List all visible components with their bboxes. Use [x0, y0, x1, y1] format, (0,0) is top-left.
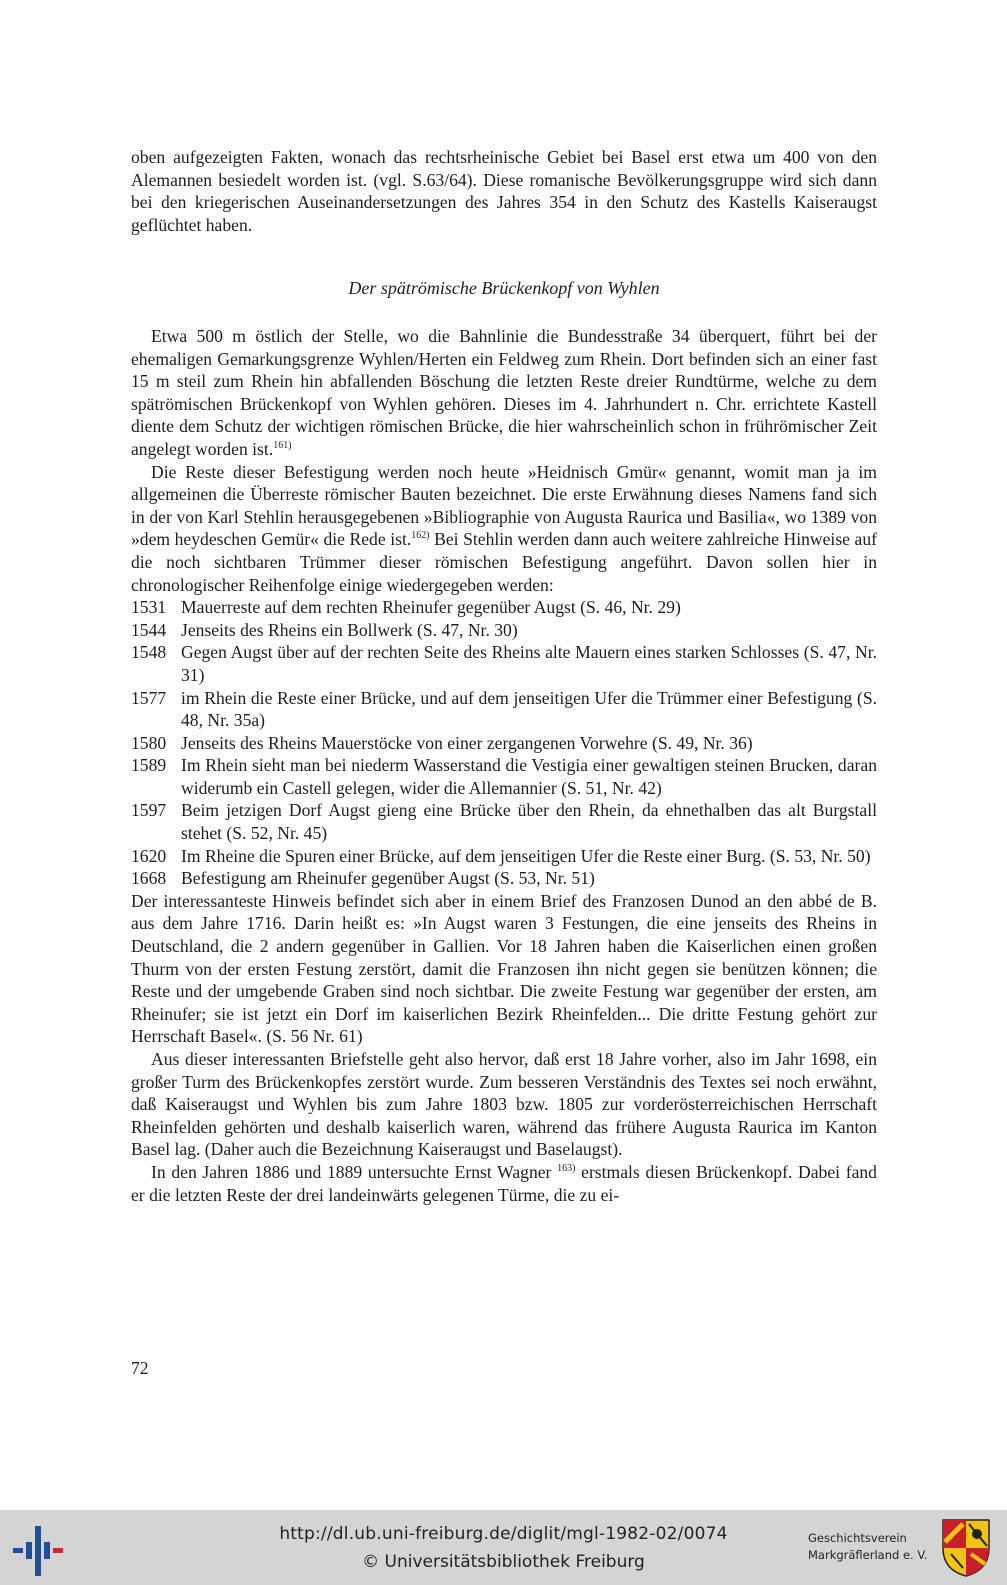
chronology-item [131, 619, 877, 642]
document-url-link[interactable]: http://dl.ub.uni-freiburg.de/diglit/mgl-1982-02/0074 [279, 1524, 728, 1544]
chronology-item [131, 799, 877, 844]
chronology-item [131, 845, 877, 868]
chronology-text: Im Rheine die Spuren einer Brücke, auf dem jenseitigen Ufer die Reste einer Burg. (S. 53, Nr. 50) [181, 845, 871, 866]
paragraph-5 [131, 1161, 877, 1206]
chronology-list [131, 596, 877, 890]
paragraph-5-text: In den Jahren 1886 und 1889 untersuchte Ernst Wagner [151, 1161, 552, 1182]
chronology-item [131, 754, 877, 799]
chronology-text: Jenseits des Rheins Mauerstöcke von einer zergangenen Vorwehre (S. 49, Nr. 36) [181, 732, 753, 753]
paragraph-2-continuation: Bei Stehlin werden dann auch weitere zahlreiche Hinweise auf die noch sichtbaren Trümmer dieser römischen Befestigung angeführt. Davon sollen hier in chronologischer Reihenfolge einige wiedergegeben werden: [131, 529, 877, 595]
intro-paragraph-block [131, 146, 877, 236]
society-name-line-2: Markgräflerland e. V. [808, 1548, 928, 1562]
paragraph-3: Der interessanteste Hinweis befindet sich aber in einem Brief des Franzosen Dunod an den abbé de B. aus dem Jahre 1716. Darin heißt es: »In Augst waren 3 Festungen, die eine jenseits des Rheins in Deutschland, die 2 andern gegenüber in Gallien. Vor 18 Jahren haben die Kaiserlichen einen großen Thurm von der ersten Festung zerstört, damit die Franzosen ihn nicht gegen sie benützen können; die Reste und der umgebende Graben sind noch sichtbar. Die zweite Festung war gegenüber der ersten, am Rheinufer; sie ist jetzt ein Dorf im kaiserlichen Bezirk Rheinfelden... Die dritte Festung gehört zur Herrschaft Basel«. (S. 56 Nr. 61) [131, 890, 877, 1047]
society-name [808, 1530, 927, 1564]
copyright-notice: © Universitätsbibliothek Freiburg [362, 1552, 645, 1572]
footnote-ref-161: 161) [273, 439, 292, 451]
chronology-item [131, 687, 877, 732]
footnote-ref-163: 163) [557, 1162, 576, 1174]
chronology-year: 1531 [131, 597, 167, 618]
paragraph-5-continuation: erstmals diesen Brückenkopf. Dabei fand er die letzten Reste der drei landeinwärts gelegenen Türme, die zu ei- [131, 1161, 877, 1205]
chronology-year: 1589 [131, 755, 167, 776]
chronology-item [131, 641, 877, 686]
footnote-ref-162: 162) [411, 530, 430, 542]
chronology-text: Befestigung am Rheinufer gegenüber Augst (S. 53, Nr. 51) [181, 868, 595, 889]
section-heading: Der spätrömische Brückenkopf von Wyhlen [348, 278, 660, 298]
coat-of-arms-icon[interactable] [941, 1518, 991, 1578]
chronology-year: 1668 [131, 868, 167, 889]
chronology-text: Im Rhein sieht man bei niederm Wasserstand die Vestigia einer gewaltigen steinen Brucken, daran widerumb ein Castell gelegen, wider die Allemannier (S. 51, Nr. 42) [181, 755, 877, 798]
paragraph-2-text: Die Reste dieser Befestigung werden noch heute »Heidnisch Gmür« genannt, womit man ja im allgemeinen die Überreste römischer Bauten bezeichnet. Die erste Erwähnung dieses Namens fand sich in der von Karl Stehlin herausgegebenen »Bibliographie von Augusta Raurica und Basilia«, wo 1389 von »dem heydeschen Gemür« die Rede ist. [131, 461, 877, 550]
chronology-text: Beim jetzigen Dorf Augst gieng eine Brücke über den Rhein, da ehnethalben das alt Burgstall stehet (S. 52, Nr. 45) [181, 800, 877, 844]
paragraph-2 [131, 461, 877, 597]
paragraph-1-text: Etwa 500 m östlich der Stelle, wo die Bahnlinie die Bundesstraße 34 überquert, führt bei der ehemaligen Gemarkungsgrenze Wyhlen/Herten ein Feldweg zum Rhein. Dort befinden sich an einer fast 15 m steil zum Rhein hin abfallenden Böschung die letzten Reste dreier Rundtürme, welche zu dem spätrömischen Brückenkopf von Wyhlen gehören. Dieses im 4. Jahrhundert n. Chr. errichtete Kastell diente dem Schutz der wichtigen römischen Brücke, die hier wahrscheinlich schon in frührömischer Zeit angelegt worden ist. [131, 326, 877, 459]
chronology-text: Gegen Augst über auf der rechten Seite des Rheins alte Mauern eines starken Schlosses (S. 47, Nr. 31) [181, 642, 877, 685]
paragraph-1 [131, 325, 877, 461]
chronology-year: 1544 [131, 619, 167, 640]
chronology-text: Jenseits des Rheins ein Bollwerk (S. 47, Nr. 30) [181, 619, 518, 640]
chronology-year: 1620 [131, 845, 167, 866]
chronology-year: 1548 [131, 642, 167, 663]
viewer-footer-bar [0, 1510, 1007, 1585]
paragraph-4: Aus dieser interessanten Briefstelle geht also hervor, daß erst 18 Jahre vorher, also im Jahr 1698, ein großer Turm des Brückenkopfes zerstört wurde. Zum besseren Verständnis des Textes sei noch erwähnt, daß Kaiseraugst und Wyhlen bis zum Jahre 1803 bzw. 1805 zur vorderösterreichischen Herrschaft Rheinfelden gehörten und deshalb kaiserlich waren, während das frühere Augusta Raurica im Kanton Basel lag. (Daher auch die Bezeichnung Kaiseraugst und Baselaugst). [131, 1049, 877, 1160]
chronology-year: 1580 [131, 732, 167, 753]
chronology-year: 1597 [131, 800, 167, 821]
chronology-item [131, 867, 877, 890]
chronology-item [131, 596, 877, 619]
society-name-line-1: Geschichtsverein [808, 1531, 907, 1545]
page-number: 72 [131, 1358, 149, 1378]
chronology-text: Mauerreste auf dem rechten Rheinufer gegenüber Augst (S. 46, Nr. 29) [181, 597, 681, 618]
body-text [131, 325, 877, 1206]
intro-paragraph: oben aufgezeigten Fakten, wonach das rechtsrheinische Gebiet bei Basel erst etwa um 400 von den Alemannen besiedelt worden ist. (vgl. S.63/64). Diese romanische Bevölkerungsgruppe wird sich dann bei den kriegerischen Auseinandersetzungen des Jahres 354 in den Schutz des Kastells Kaiseraugst geflüchtet haben. [131, 147, 877, 235]
chronology-item [131, 732, 877, 755]
chronology-text: im Rhein die Reste einer Brücke, und auf dem jenseitigen Ufer die Trümmer einer Befestigung (S. 48, Nr. 35a) [181, 687, 877, 731]
chronology-year: 1577 [131, 687, 167, 708]
